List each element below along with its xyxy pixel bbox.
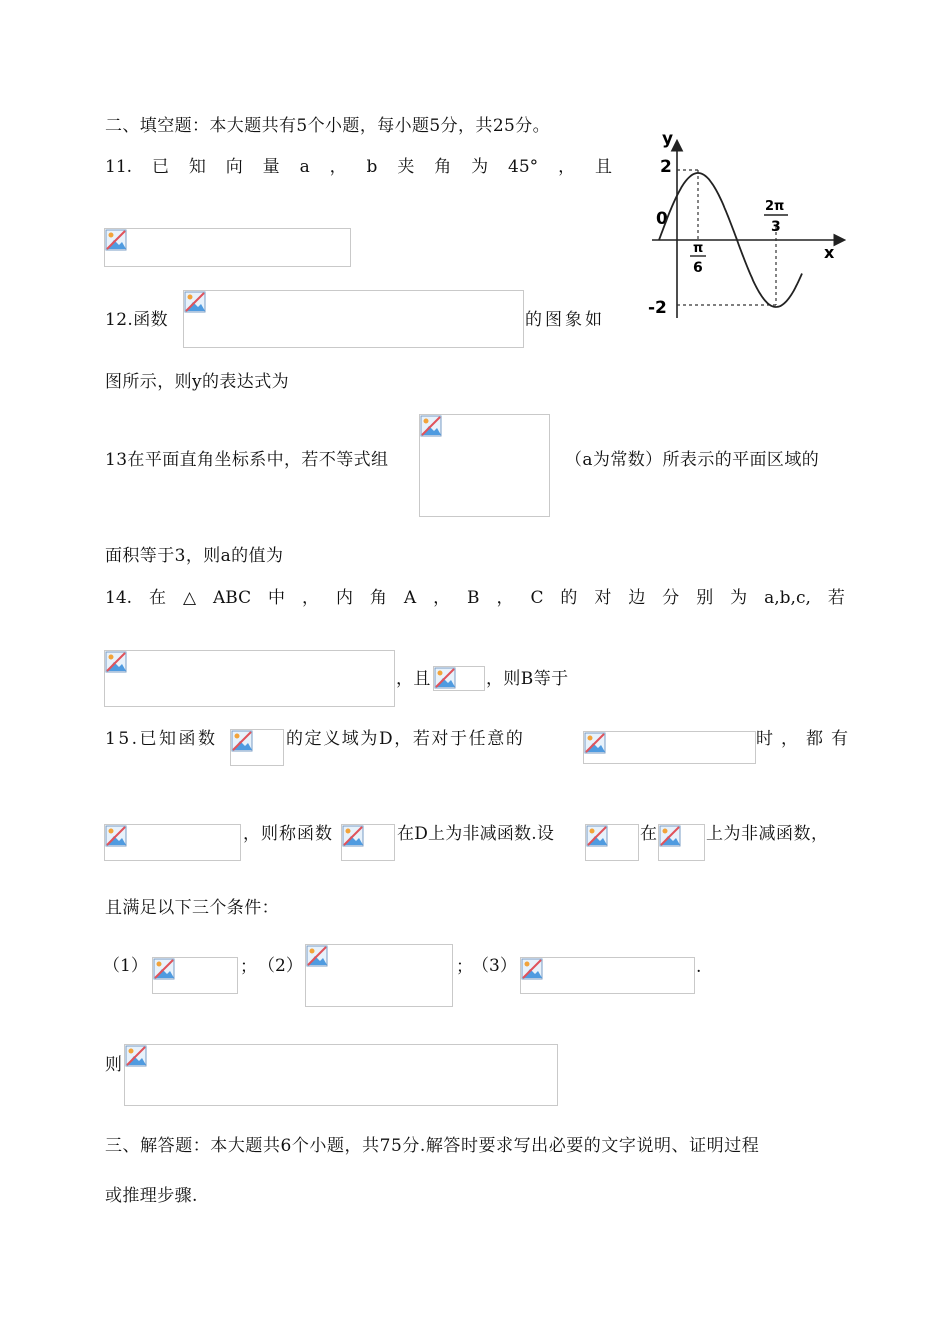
question-11-line bbox=[105, 156, 612, 178]
question-14-line bbox=[105, 587, 845, 609]
question-14-token: 若 bbox=[827, 588, 845, 608]
question-11-token: ， bbox=[558, 157, 576, 177]
question-14-token: 角 bbox=[369, 588, 387, 608]
question-11-token: 45° bbox=[508, 157, 539, 177]
broken-image-icon bbox=[105, 825, 127, 847]
broken-image-icon bbox=[659, 825, 681, 847]
section-heading-fill-in: 二、填空题：本大题共有5个小题，每小题5分，共25分。 bbox=[105, 116, 551, 136]
condition-1-label: （1） bbox=[103, 956, 148, 976]
question-14-token: ， bbox=[433, 588, 451, 608]
question-14-token: 对 bbox=[594, 588, 612, 608]
broken-image-icon bbox=[105, 229, 127, 251]
broken-image-icon bbox=[306, 945, 328, 967]
condition-separator-1: ； bbox=[240, 957, 257, 977]
section-heading-answers: 三、解答题：本大题共6个小题，共75分.解答时要求写出必要的文字说明、证明过程 bbox=[105, 1136, 760, 1156]
question-12-line2: 图所示，则y的表达式为 bbox=[105, 372, 290, 392]
y-axis-label: y bbox=[662, 129, 674, 149]
question-14-token: 的 bbox=[560, 588, 578, 608]
broken-image-icon bbox=[125, 1045, 147, 1067]
question-14-token: ， bbox=[301, 588, 319, 608]
question-15-mid1: 的定义域为D，若对于任意的 bbox=[286, 729, 525, 749]
question-14-token: 边 bbox=[628, 588, 646, 608]
question-14-token: 为 bbox=[730, 588, 748, 608]
broken-image-icon bbox=[584, 732, 606, 754]
broken-image-icon bbox=[434, 667, 456, 689]
question-15-line2-a: ，则称函数 bbox=[243, 824, 333, 844]
formula-image-q14-condition bbox=[104, 650, 395, 707]
question-14-token: C bbox=[530, 588, 544, 608]
y-max-label: 2 bbox=[660, 157, 672, 177]
formula-image-condition-1 bbox=[152, 957, 238, 994]
x-tick2-denominator: 3 bbox=[771, 219, 781, 235]
section-heading-answers-line2: 或推理步骤. bbox=[105, 1186, 198, 1206]
x-tick1-numerator: π bbox=[693, 241, 704, 256]
formula-image-q11 bbox=[104, 228, 351, 267]
question-14-token: B bbox=[467, 588, 480, 608]
question-14-token: 内 bbox=[335, 588, 353, 608]
y-min-label: -2 bbox=[648, 298, 667, 318]
question-15-then: 则 bbox=[105, 1055, 122, 1075]
question-14-end: ，则B等于 bbox=[486, 669, 569, 689]
question-11-token: 知 bbox=[188, 157, 206, 177]
question-14-token: 中 bbox=[268, 588, 286, 608]
question-15-prefix: 15.已知函数 bbox=[105, 729, 218, 749]
question-14-token: ABC bbox=[212, 588, 252, 608]
question-14-token: 14. bbox=[105, 588, 133, 608]
question-15-line2-c: 在 bbox=[640, 824, 657, 844]
question-14-token: 别 bbox=[696, 588, 714, 608]
question-11-token: ， bbox=[329, 157, 347, 177]
broken-image-icon bbox=[342, 825, 364, 847]
formula-image-q15-f2 bbox=[341, 824, 395, 861]
formula-image-q12-function bbox=[183, 290, 524, 348]
question-12-prefix: 12.函数 bbox=[105, 310, 169, 330]
question-11-token: 向 bbox=[225, 157, 243, 177]
x-axis-label: x bbox=[824, 243, 835, 262]
question-14-token: 在 bbox=[149, 588, 166, 608]
condition-3-label: （3） bbox=[472, 956, 517, 976]
formula-image-q15-answer-expression bbox=[124, 1044, 558, 1106]
broken-image-icon bbox=[105, 651, 127, 673]
origin-label: 0 bbox=[656, 209, 668, 229]
formula-image-q14-small bbox=[433, 666, 485, 691]
question-11-token: 已 bbox=[151, 157, 169, 177]
condition-end-dot: . bbox=[696, 957, 702, 977]
question-11-token: 11. bbox=[105, 157, 133, 177]
question-15-mid2: 时，都有 bbox=[756, 729, 856, 749]
broken-image-icon bbox=[153, 958, 175, 980]
x-tick2-numerator: 2π bbox=[765, 199, 785, 214]
question-15-line2-b: 在D上为非减函数.设 bbox=[397, 824, 555, 844]
question-11-token: 量 bbox=[262, 157, 280, 177]
broken-image-icon bbox=[184, 291, 206, 313]
formula-image-q15-fx bbox=[585, 824, 639, 861]
question-13-prefix: 13在平面直角坐标系中，若不等式组 bbox=[105, 450, 389, 470]
formula-image-q13-inequalities bbox=[419, 414, 550, 517]
formula-image-q15-x1x2 bbox=[583, 731, 756, 764]
broken-image-icon bbox=[521, 958, 543, 980]
question-13-line2: 面积等于3，则a的值为 bbox=[105, 546, 284, 566]
condition-2-label: （2） bbox=[258, 956, 303, 976]
condition-separator-2: ； bbox=[456, 957, 473, 977]
formula-image-q15-interval bbox=[658, 824, 705, 861]
question-12-suffix: 的图象如 bbox=[525, 310, 605, 330]
sine-graph bbox=[640, 128, 850, 326]
question-11-token: 角 bbox=[434, 157, 452, 177]
formula-image-condition-2 bbox=[305, 944, 453, 1007]
question-14-token: ， bbox=[496, 588, 514, 608]
question-13-suffix: （a为常数）所表示的平面区域的 bbox=[565, 450, 820, 470]
question-11-token: b bbox=[366, 157, 378, 177]
question-15-line3: 且满足以下三个条件： bbox=[105, 898, 279, 918]
question-11-token: 且 bbox=[595, 157, 612, 177]
question-14-token: a,b,c, bbox=[764, 588, 811, 608]
question-14-token: △ bbox=[182, 588, 197, 608]
broken-image-icon bbox=[420, 415, 442, 437]
x-tick1-denominator: 6 bbox=[693, 260, 703, 276]
formula-image-q15-ineq bbox=[104, 824, 241, 861]
question-11-token: 夹 bbox=[397, 157, 415, 177]
question-14-token: 分 bbox=[662, 588, 680, 608]
formula-image-condition-3 bbox=[520, 957, 695, 994]
question-14-token: A bbox=[403, 588, 417, 608]
question-11-token: a bbox=[299, 157, 310, 177]
formula-image-q15-f bbox=[230, 729, 284, 766]
question-15-line2-d: 上为非减函数， bbox=[706, 824, 829, 844]
broken-image-icon bbox=[586, 825, 608, 847]
broken-image-icon bbox=[231, 730, 253, 752]
question-14-mid: ，且 bbox=[396, 669, 431, 689]
question-11-token: 为 bbox=[471, 157, 489, 177]
